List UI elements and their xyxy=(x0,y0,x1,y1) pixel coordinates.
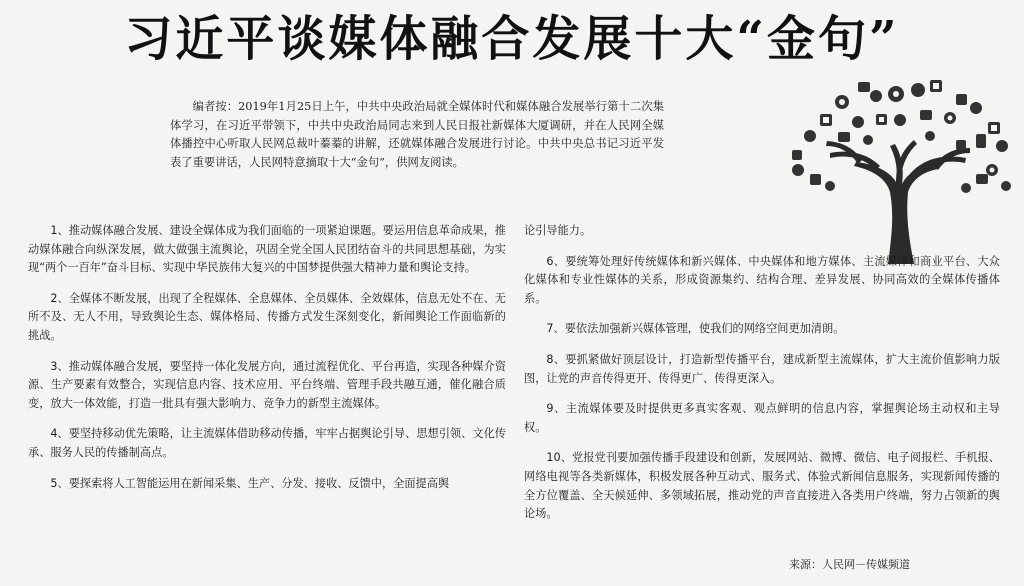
source-credit: 来源：人民网－传媒频道 xyxy=(789,558,910,571)
quote-6: 6、要统筹处理好传统媒体和新兴媒体、中央媒体和地方媒体、主流媒体和商业平台、大众化媒体和专业性媒体的关系，形成资源集约、结构合理、差异发展、协同高效的全媒体传播体系。 xyxy=(524,254,1000,305)
quote-10: 10、党报党刊要加强传播手段建设和创新，发展网站、微博、微信、电子阅报栏、手机报、网络电视等各类新媒体，积极发展各种互动式、服务式、体验式新闻信息服务，实现新闻传播的全方位覆盖、全天候延伸、多领域拓展，推动党的声音直接进入各类用户终端，努力占领新的舆论场。 xyxy=(524,451,1000,521)
quote-8: 8、要抓紧做好顶层设计，打造新型传播平台，建成新型主流媒体，扩大主流价值影响力版图，让党的声音传得更开、传得更广、传得更深入。 xyxy=(524,352,1000,385)
quote-3: 3、推动媒体融合发展，要坚持一体化发展方向，通过流程优化、平台再造，实现各种媒介资源、生产要素有效整合，实现信息内容、技术应用、平台终端、管理手段共融互通，催化融合质变，放大一体效能，打造一批具有强大影响力、竞争力的新型主流媒体。 xyxy=(28,359,506,410)
quote-5-start: 5、要探索将人工智能运用在新闻采集、生产、分发、接收、反馈中，全面提高舆 xyxy=(50,476,450,490)
editor-note: 编者按：2019年1月25日上午，中共中央政治局就全媒体时代和媒体融合发展举行第十二次集体学习，在习近平带领下，中共中央政治局同志来到人民日报社新媒体大厦调研，并在人民网全媒体播控中心听取人民网总裁叶蓁蓁的讲解，还就媒体融合发展进行讨论。中共中央总书记习近平发表了重要讲话，人民网特意摘取十大“金句”，供网友阅读。 xyxy=(170,100,664,169)
quote-7: 7、要依法加强新兴媒体管理，使我们的网络空间更加清朗。 xyxy=(546,322,845,336)
quote-2: 2、全媒体不断发展，出现了全程媒体、全息媒体、全员媒体、全效媒体，信息无处不在、无所不及、无人不用，导致舆论生态、媒体格局、传播方式发生深刻变化，新闻舆论工作面临新的挑战。 xyxy=(28,291,506,342)
quote-1: 1、推动媒体融合发展、建设全媒体成为我们面临的一项紧迫课题。要运用信息革命成果，推动媒体融合向纵深发展，做大做强主流舆论，巩固全党全国人民团结奋斗的共同思想基础，为实现“两个一百年”奋斗目标、实现中华民族伟大复兴的中国梦提供强大精神力量和舆论支持。 xyxy=(28,224,506,275)
quote-5-end: 论引导能力。 xyxy=(524,224,592,237)
column-right xyxy=(524,222,1000,536)
quote-4: 4、要坚持移动优先策略，让主流媒体借助移动传播，牢牢占据舆论引导、思想引领、文化传承、服务人民的传播制高点。 xyxy=(28,427,506,459)
headline: 习近平谈媒体融合发展十大“金句” xyxy=(124,11,900,67)
quote-9: 9、主流媒体要及时提供更多真实客观、观点鲜明的信息内容，掌握舆论场主动权和主导权。 xyxy=(524,402,1000,434)
column-left xyxy=(28,222,506,505)
